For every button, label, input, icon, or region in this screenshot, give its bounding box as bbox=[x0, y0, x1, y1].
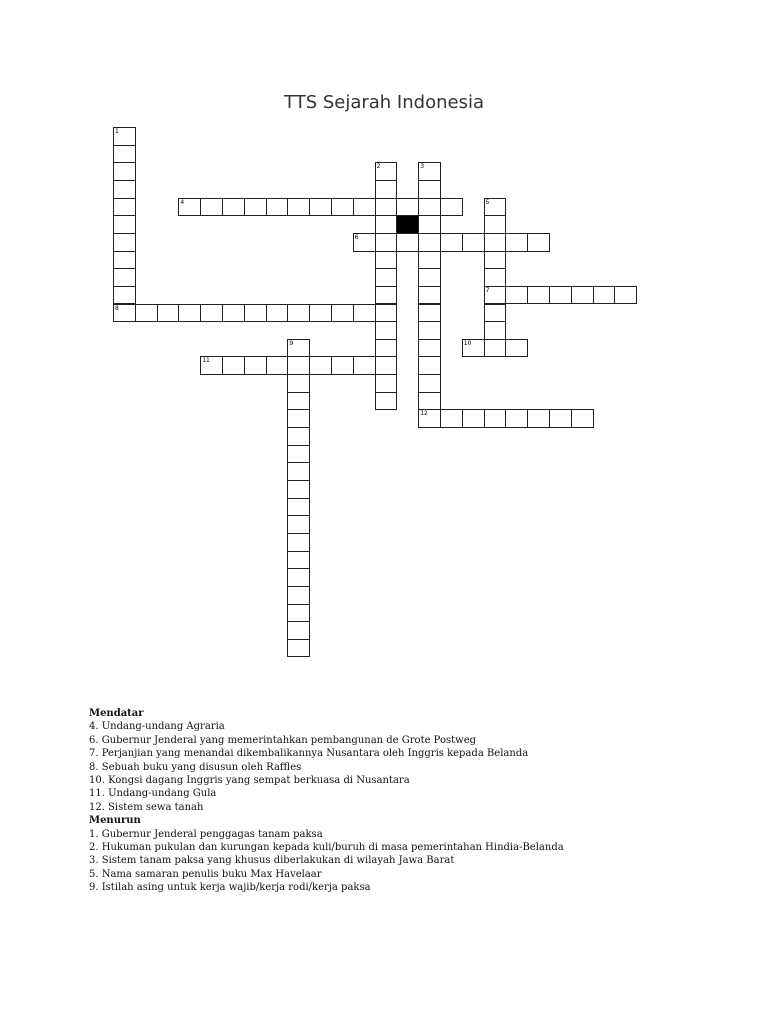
across-heading: Mendatar bbox=[89, 708, 144, 719]
crossword-cell[interactable] bbox=[484, 251, 507, 270]
crossword-cell[interactable] bbox=[375, 339, 398, 358]
down-clue: 5. Nama samaran penulis buku Max Havelaar bbox=[89, 868, 322, 880]
down-clue: 9. Istilah asing untuk kerja wajib/kerja rodi/kerja paksa bbox=[89, 882, 371, 894]
crossword-cell[interactable] bbox=[287, 409, 310, 428]
clue-number: 12 bbox=[420, 410, 428, 418]
crossword-cell[interactable] bbox=[287, 639, 310, 658]
crossword-cell[interactable] bbox=[505, 233, 528, 252]
crossword-cell[interactable] bbox=[375, 286, 398, 305]
crossword-cell[interactable] bbox=[462, 233, 485, 252]
crossword-cell[interactable] bbox=[418, 304, 441, 323]
crossword-cell[interactable] bbox=[287, 498, 310, 517]
crossword-cell[interactable] bbox=[593, 286, 616, 305]
crossword-cell[interactable] bbox=[113, 127, 136, 146]
crossword-cell[interactable] bbox=[309, 198, 332, 217]
crossword-cell[interactable] bbox=[418, 409, 441, 428]
crossword-cell[interactable] bbox=[375, 304, 398, 323]
crossword-cell[interactable] bbox=[375, 251, 398, 270]
crossword-cell[interactable] bbox=[462, 409, 485, 428]
crossword-cell[interactable] bbox=[484, 409, 507, 428]
crossword-cell[interactable] bbox=[571, 409, 594, 428]
down-clue: 3. Sistem tanam paksa yang khusus diberlakukan di wilayah Jawa Barat bbox=[89, 855, 455, 867]
crossword-cell[interactable] bbox=[266, 356, 289, 375]
crossword-cell[interactable] bbox=[484, 198, 507, 217]
clue-number: 6 bbox=[354, 233, 359, 241]
crossword-cell[interactable] bbox=[375, 268, 398, 287]
crossword-cell[interactable] bbox=[353, 198, 376, 217]
crossword-cell[interactable] bbox=[287, 586, 310, 605]
crossword-grid bbox=[113, 127, 637, 661]
crossword-cell[interactable] bbox=[418, 180, 441, 199]
crossword-cell[interactable] bbox=[549, 286, 572, 305]
crossword-cell[interactable] bbox=[287, 621, 310, 640]
down-clue: 2. Hukuman pukulan dan kurungan kepada kuli/buruh di masa pemerintahan Hindia-Belanda bbox=[89, 842, 564, 854]
crossword-cell[interactable] bbox=[287, 515, 310, 534]
crossword-cell[interactable] bbox=[331, 198, 354, 217]
crossword-cell[interactable] bbox=[113, 198, 136, 217]
crossword-cell[interactable] bbox=[440, 198, 463, 217]
crossword-cell[interactable] bbox=[440, 409, 463, 428]
crossword-cell[interactable] bbox=[418, 339, 441, 358]
crossword-cell[interactable] bbox=[505, 409, 528, 428]
crossword-cell[interactable] bbox=[418, 268, 441, 287]
page-title: TTS Sejarah Indonesia bbox=[284, 92, 484, 113]
clue-number: 4 bbox=[180, 198, 185, 206]
crossword-cell[interactable] bbox=[375, 198, 398, 217]
crossword-cell[interactable] bbox=[113, 286, 136, 305]
clue-number: 5 bbox=[485, 198, 490, 206]
crossword-cell[interactable] bbox=[375, 215, 398, 234]
crossword-cell[interactable] bbox=[200, 198, 223, 217]
crossword-cell[interactable] bbox=[287, 392, 310, 411]
clue-number: 10 bbox=[463, 339, 472, 347]
across-clue: 8. Sebuah buku yang disusun oleh Raffles bbox=[89, 761, 302, 773]
crossword-cell[interactable] bbox=[505, 339, 528, 358]
across-clue: 4. Undang-undang Agraria bbox=[89, 721, 225, 733]
crossword-cell[interactable] bbox=[418, 356, 441, 375]
crossword-cell[interactable] bbox=[527, 409, 550, 428]
crossword-cell[interactable] bbox=[418, 198, 441, 217]
crossword-cell[interactable] bbox=[113, 145, 136, 164]
crossword-cell[interactable] bbox=[287, 356, 310, 375]
crossword-cell[interactable] bbox=[418, 251, 441, 270]
crossword-cell[interactable] bbox=[113, 251, 136, 270]
crossword-cell[interactable] bbox=[113, 268, 136, 287]
crossword-cell[interactable] bbox=[309, 356, 332, 375]
crossword-cell[interactable] bbox=[287, 604, 310, 623]
crossword-cell[interactable] bbox=[331, 304, 354, 323]
crossword-cell[interactable] bbox=[375, 321, 398, 340]
crossword-cell[interactable] bbox=[331, 356, 354, 375]
crossword-cell[interactable] bbox=[484, 339, 507, 358]
across-clue: 6. Gubernur Jenderal yang memerintahkan pembangunan de Grote Postweg bbox=[89, 734, 477, 746]
across-clue: 11. Undang-undang Gula bbox=[89, 788, 217, 800]
crossword-cell[interactable] bbox=[200, 356, 223, 375]
crossword-cell[interactable] bbox=[375, 356, 398, 375]
crossword-cell[interactable] bbox=[418, 374, 441, 393]
crossword-cell[interactable] bbox=[527, 286, 550, 305]
crossword-cell[interactable] bbox=[113, 233, 136, 252]
crossword-cell[interactable] bbox=[614, 286, 637, 305]
crossword-cell[interactable] bbox=[287, 551, 310, 570]
black-cell bbox=[396, 215, 419, 234]
clue-number: 8 bbox=[115, 304, 119, 312]
crossword-cell[interactable] bbox=[484, 321, 507, 340]
crossword-cell[interactable] bbox=[266, 304, 289, 323]
crossword-cell[interactable] bbox=[113, 180, 136, 199]
across-clue: 7. Perjanjian yang menandai dikembalikannya Nusantara oleh Inggris kepada Belanda bbox=[89, 748, 529, 760]
crossword-cell[interactable] bbox=[375, 162, 398, 181]
crossword-cell[interactable] bbox=[418, 321, 441, 340]
clue-number: 9 bbox=[289, 339, 294, 347]
crossword-cell[interactable] bbox=[353, 304, 376, 323]
crossword-cell[interactable] bbox=[484, 215, 507, 234]
crossword-cell[interactable] bbox=[244, 198, 267, 217]
crossword-cell[interactable] bbox=[157, 304, 180, 323]
crossword-cell[interactable] bbox=[287, 427, 310, 446]
clue-number: 3 bbox=[420, 163, 425, 171]
crossword-cell[interactable] bbox=[287, 374, 310, 393]
crossword-cell[interactable] bbox=[462, 339, 485, 358]
crossword-cell[interactable] bbox=[113, 304, 136, 323]
crossword-cell[interactable] bbox=[484, 233, 507, 252]
crossword-cell[interactable] bbox=[287, 480, 310, 499]
crossword-cell[interactable] bbox=[571, 286, 594, 305]
crossword-cell[interactable] bbox=[484, 304, 507, 323]
crossword-cell[interactable] bbox=[200, 304, 223, 323]
crossword-cell[interactable] bbox=[287, 568, 310, 587]
crossword-cell[interactable] bbox=[287, 462, 310, 481]
crossword-cell[interactable] bbox=[178, 304, 201, 323]
crossword-cell[interactable] bbox=[375, 180, 398, 199]
crossword-cell[interactable] bbox=[484, 268, 507, 287]
crossword-cell[interactable] bbox=[287, 533, 310, 552]
crossword-cell[interactable] bbox=[418, 286, 441, 305]
crossword-cell[interactable] bbox=[222, 304, 245, 323]
crossword-cell[interactable] bbox=[375, 233, 398, 252]
crossword-cell[interactable] bbox=[287, 445, 310, 464]
crossword-cell[interactable] bbox=[266, 198, 289, 217]
crossword-cell[interactable] bbox=[418, 233, 441, 252]
clue-list bbox=[89, 707, 729, 895]
crossword-cell[interactable] bbox=[396, 233, 419, 252]
crossword-cell[interactable] bbox=[418, 162, 441, 181]
crossword-cell[interactable] bbox=[178, 198, 201, 217]
crossword-cell[interactable] bbox=[287, 198, 310, 217]
crossword-cell[interactable] bbox=[549, 409, 572, 428]
crossword-cell[interactable] bbox=[375, 374, 398, 393]
down-clue: 1. Gubernur Jenderal penggagas tanam paksa bbox=[89, 828, 323, 840]
crossword-cell[interactable] bbox=[418, 392, 441, 411]
down-heading: Menurun bbox=[89, 815, 141, 827]
crossword-cell[interactable] bbox=[244, 304, 267, 323]
crossword-cell[interactable] bbox=[113, 162, 136, 181]
crossword-cell[interactable] bbox=[375, 392, 398, 411]
crossword-cell[interactable] bbox=[309, 304, 332, 323]
clue-number: 1 bbox=[115, 128, 119, 135]
crossword-cell[interactable] bbox=[484, 286, 507, 305]
crossword-cell[interactable] bbox=[222, 198, 245, 217]
crossword-cell[interactable] bbox=[113, 215, 136, 234]
clue-number: 7 bbox=[485, 286, 490, 294]
crossword-cell[interactable] bbox=[527, 233, 550, 252]
crossword-cell[interactable] bbox=[396, 198, 419, 217]
crossword-cell[interactable] bbox=[505, 286, 528, 305]
crossword-cell[interactable] bbox=[353, 233, 376, 252]
clue-number: 2 bbox=[376, 163, 381, 171]
clue-number: 11 bbox=[202, 357, 210, 365]
crossword-cell[interactable] bbox=[287, 304, 310, 323]
crossword-cell[interactable] bbox=[287, 339, 310, 358]
crossword-cell[interactable] bbox=[353, 356, 376, 375]
across-clue: 12. Sistem sewa tanah bbox=[89, 801, 204, 813]
crossword-cell[interactable] bbox=[418, 215, 441, 234]
crossword-cell[interactable] bbox=[222, 356, 245, 375]
across-clue: 10. Kongsi dagang Inggris yang sempat berkuasa di Nusantara bbox=[89, 775, 410, 787]
crossword-cell[interactable] bbox=[440, 233, 463, 252]
crossword-cell[interactable] bbox=[135, 304, 158, 323]
crossword-cell[interactable] bbox=[244, 356, 267, 375]
